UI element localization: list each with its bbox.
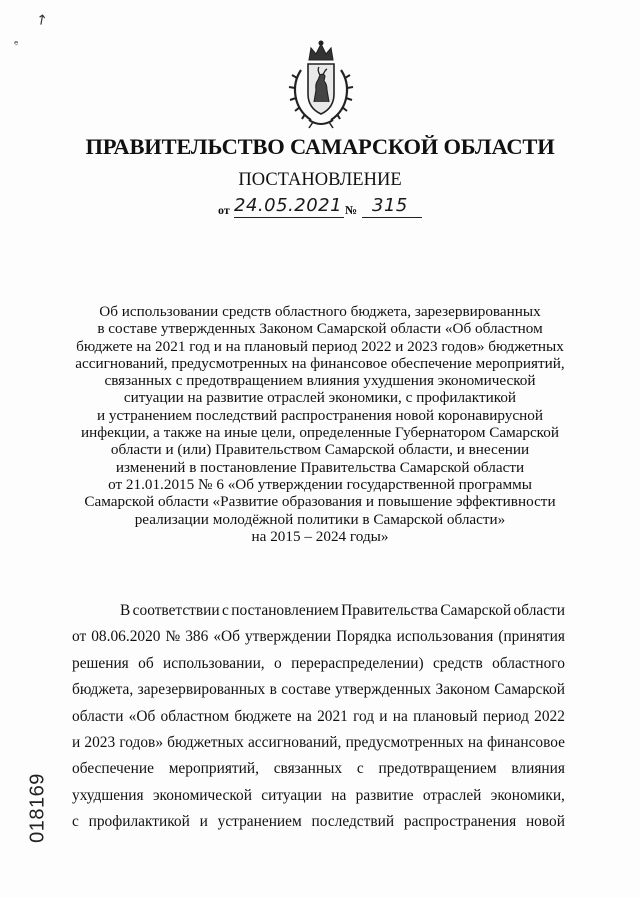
body-word: утверждении <box>244 628 332 646</box>
body-word: обеспечение <box>72 760 154 778</box>
body-word: профилактикой <box>88 813 190 831</box>
body-word: с <box>222 602 229 619</box>
body-word: «Об <box>128 707 156 725</box>
serial-number-stamp <box>8 768 68 848</box>
body-word: отраслей <box>422 786 482 804</box>
body-word: экономической <box>152 786 252 804</box>
body-word: от <box>72 628 87 646</box>
pen-mark-icon: ↗ <box>32 10 52 30</box>
heading-line: на 2015 – 2024 годы» <box>251 527 389 545</box>
body-line <box>72 704 565 730</box>
ink-dot-icon: ᵉ <box>14 38 19 51</box>
body-word: предусмотренных <box>345 734 464 752</box>
body-word: с <box>356 760 364 778</box>
heading-line: инфекции, а также на иные цели, определенные Губернатором Самарской <box>80 424 560 442</box>
body-word: перераспределении) <box>291 654 424 672</box>
body-word: использовании, <box>163 654 265 672</box>
body-word: последствий <box>311 813 395 831</box>
date-prefix: от <box>218 203 230 217</box>
body-word: Самарской <box>494 681 565 699</box>
heading-line: от 21.01.2015 № 6 «Об утверждении государственной программы <box>108 475 532 493</box>
body-word: области <box>72 707 124 725</box>
body-word: В <box>120 602 131 619</box>
body-word: бюджете <box>234 707 292 725</box>
heading-line: области и (или) Правительством Самарской области, и внесении <box>110 441 530 459</box>
body-word: Правительства <box>341 602 439 619</box>
document-heading <box>70 303 570 545</box>
body-word: финансовое <box>487 734 565 752</box>
body-word: Порядка <box>336 628 392 646</box>
body-word: средств <box>432 654 483 672</box>
document-body <box>72 598 565 836</box>
body-word: областного <box>492 654 565 672</box>
body-word: плановый <box>413 707 478 725</box>
handwritten-number: 315 <box>372 195 408 216</box>
body-word: и <box>379 707 388 725</box>
body-word: ухудшения <box>72 786 144 804</box>
body-word: бюджета, <box>72 681 134 699</box>
body-word: соответствии <box>132 602 220 619</box>
body-word: Самарской <box>440 602 512 619</box>
serial-number: 018169 <box>26 773 49 843</box>
body-word: с <box>72 813 79 831</box>
body-word: составе <box>281 681 331 699</box>
date-number-line <box>212 197 432 223</box>
body-word: использования <box>396 628 494 646</box>
body-word: постановлением <box>231 602 339 619</box>
body-word: «Об <box>213 628 240 646</box>
body-word: экономики, <box>490 786 565 804</box>
body-word: 2022 <box>534 707 565 725</box>
body-word: годов» <box>119 734 164 752</box>
body-word: областном <box>160 707 230 725</box>
number-prefix: № <box>345 203 358 217</box>
body-word: мероприятий, <box>168 760 259 778</box>
body-line <box>72 756 565 782</box>
body-line <box>72 809 565 835</box>
body-word: области <box>513 602 565 619</box>
body-line <box>72 783 565 809</box>
body-word: ассигнований, <box>247 734 342 752</box>
number-underline <box>362 217 422 218</box>
body-word: новой <box>525 813 565 831</box>
body-word: бюджетных <box>167 734 244 752</box>
body-word: на <box>392 707 408 725</box>
body-word: № <box>165 628 181 646</box>
handwritten-date: 24.05.2021 <box>234 195 343 216</box>
body-word: и <box>72 734 81 752</box>
body-word: период <box>482 707 529 725</box>
body-word: на <box>331 786 347 804</box>
body-line <box>72 677 565 703</box>
heading-line: ситуации на развитие отраслей экономики, с профилактикой <box>123 389 517 407</box>
organization-title: ПРАВИТЕЛЬСТВО САМАРСКОЙ ОБЛАСТИ <box>85 134 555 159</box>
body-word: развитие <box>355 786 414 804</box>
coat-of-arms-samara-icon <box>287 40 355 130</box>
heading-line: изменений в постановление Правительства Самарской области <box>115 458 525 476</box>
body-word: распространения <box>403 813 517 831</box>
date-underline <box>234 217 344 218</box>
body-word: в <box>269 681 277 699</box>
body-line <box>72 598 565 624</box>
body-word: решения <box>72 654 129 672</box>
body-word: 386 <box>185 628 209 646</box>
body-word: связанных <box>273 760 343 778</box>
body-word: 08.06.2020 <box>91 628 161 646</box>
body-word: о <box>274 654 282 672</box>
body-line <box>72 651 565 677</box>
heading-line: бюджете на 2021 год и на плановый период 2022 и 2023 годов» бюджетных <box>76 337 564 355</box>
heading-line: и устранением последствий распространения новой коронавирусной <box>97 406 543 424</box>
heading-line: Об использовании средств областного бюджета, зарезервированных <box>99 303 541 320</box>
body-word: зарезервированных <box>137 681 266 699</box>
body-word: влияния <box>511 760 565 778</box>
body-word: (принятия <box>498 628 565 646</box>
body-word: на <box>296 707 312 725</box>
document-type: ПОСТАНОВЛЕНИЕ <box>238 170 402 190</box>
heading-line: Самарской области «Развитие образования и повышение эффективности <box>84 493 556 511</box>
body-line <box>72 730 565 756</box>
heading-line: связанных с предотвращением влияния ухудшения экономической <box>104 372 536 390</box>
heading-line: реализации молодёжной политики в Самарской области» <box>134 510 506 528</box>
body-word: 2023 <box>84 734 116 752</box>
body-word: предотвращением <box>378 760 497 778</box>
body-word: утвержденных <box>335 681 432 699</box>
body-word: на <box>467 734 483 752</box>
body-word: ситуации <box>261 786 322 804</box>
body-word: 2021 <box>317 707 348 725</box>
heading-line: в составе утвержденных Законом Самарской области «Об областном <box>97 320 543 338</box>
body-word: и <box>199 813 208 831</box>
body-line <box>72 624 565 650</box>
heading-line: ассигнований, предусмотренных на финансовое обеспечение мероприятий, <box>75 354 565 372</box>
body-word: Законом <box>435 681 490 699</box>
body-word: устранением <box>217 813 302 831</box>
body-word: год <box>353 707 375 725</box>
body-word: об <box>138 654 154 672</box>
